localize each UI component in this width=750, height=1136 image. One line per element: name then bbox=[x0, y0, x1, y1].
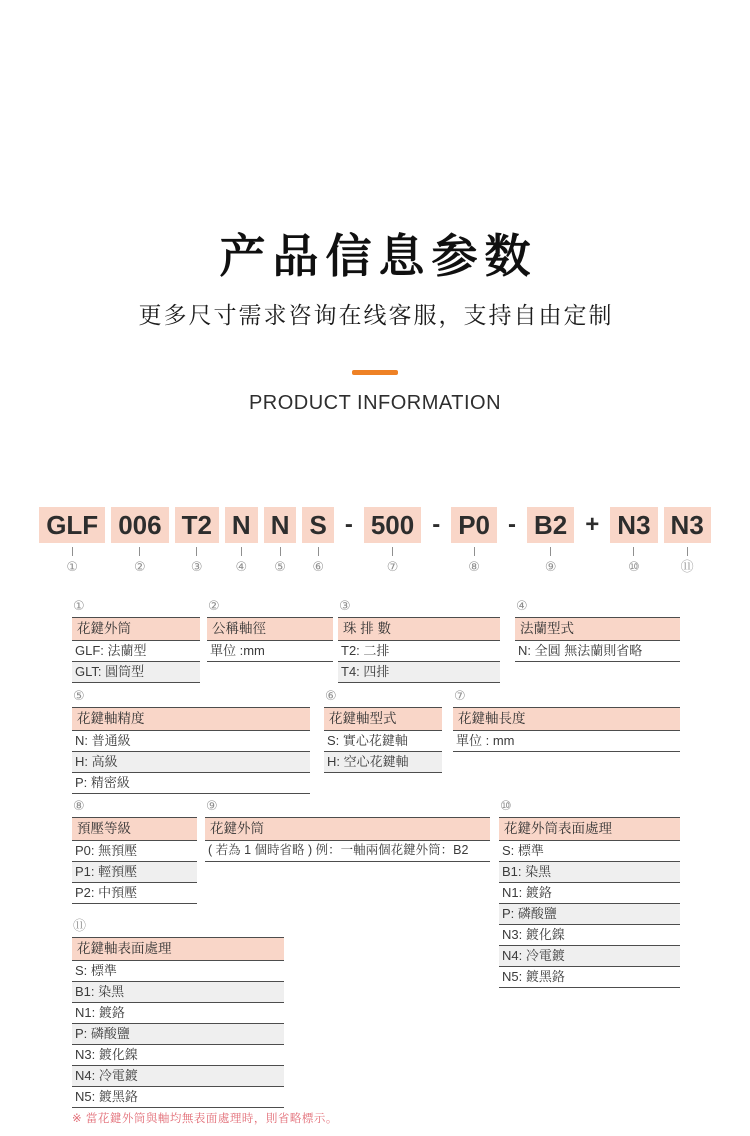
circled-number: ② bbox=[134, 559, 146, 574]
part-code-separator: - bbox=[344, 511, 353, 538]
circled-number: ⑩ bbox=[500, 798, 512, 813]
part-code-box: N3 bbox=[610, 507, 657, 543]
tick-mark bbox=[318, 547, 319, 556]
circled-number: ⑩ bbox=[628, 559, 640, 574]
spec-table bbox=[515, 598, 680, 662]
table-row: 單位 :mm bbox=[207, 641, 333, 662]
part-code-box: N bbox=[264, 507, 297, 543]
spec-table bbox=[338, 598, 500, 683]
table-row: P0: 無預壓 bbox=[72, 841, 197, 862]
tick-mark bbox=[392, 547, 393, 556]
spec-table bbox=[207, 598, 333, 662]
spec-table bbox=[72, 918, 284, 1108]
tick-mark bbox=[633, 547, 634, 556]
part-code-separator: + bbox=[585, 511, 600, 538]
part-code-segment bbox=[111, 507, 168, 574]
part-code-box: S bbox=[302, 507, 333, 543]
tick-mark bbox=[241, 547, 242, 556]
table-row: N5: 鍍黑鉻 bbox=[499, 967, 680, 988]
circled-number: ⑨ bbox=[206, 798, 218, 813]
table-header: 花鍵外筒 bbox=[72, 617, 200, 641]
circled-number: ⑤ bbox=[274, 559, 286, 574]
part-code-segment bbox=[364, 507, 421, 574]
table-header: 公稱軸徑 bbox=[207, 617, 333, 641]
part-code-box: B2 bbox=[527, 507, 574, 543]
part-code-segment bbox=[664, 507, 711, 574]
circled-number: ⑤ bbox=[73, 688, 85, 703]
table-header: 法蘭型式 bbox=[515, 617, 680, 641]
circled-number: ⑦ bbox=[454, 688, 466, 703]
part-code-box: GLF bbox=[39, 507, 105, 543]
part-code-segment bbox=[264, 507, 297, 574]
spec-table bbox=[72, 688, 310, 794]
table-row: 單位 : mm bbox=[453, 731, 680, 752]
circled-number: ⑧ bbox=[468, 559, 480, 574]
table-row: T4: 四排 bbox=[338, 662, 500, 683]
table-row: N: 全圓 無法蘭則省略 bbox=[515, 641, 680, 662]
part-code-box: P0 bbox=[451, 507, 497, 543]
table-row: N1: 鍍鉻 bbox=[499, 883, 680, 904]
tick-mark bbox=[72, 547, 73, 556]
spec-table bbox=[499, 798, 680, 988]
part-code-segment bbox=[527, 507, 574, 574]
table-row: N4: 冷電鍍 bbox=[72, 1066, 284, 1087]
table-row: S: 標準 bbox=[72, 961, 284, 982]
part-code-box: 500 bbox=[364, 507, 421, 543]
table-row: N4: 冷電鍍 bbox=[499, 946, 680, 967]
tick-mark bbox=[550, 547, 551, 556]
circled-number: ④ bbox=[235, 559, 248, 574]
tick-mark bbox=[474, 547, 475, 556]
circled-number: ⑪ bbox=[680, 559, 694, 574]
table-row: S: 實心花鍵軸 bbox=[324, 731, 442, 752]
table-row: N: 普通級 bbox=[72, 731, 310, 752]
circled-number: ② bbox=[208, 598, 220, 613]
tick-mark bbox=[687, 547, 688, 556]
circled-number: ⑥ bbox=[325, 688, 337, 703]
table-header: 花鍵軸型式 bbox=[324, 707, 442, 731]
spec-table bbox=[324, 688, 442, 773]
table-row: N3: 鍍化鎳 bbox=[72, 1045, 284, 1066]
tick-mark bbox=[280, 547, 281, 556]
part-code-box: T2 bbox=[175, 507, 219, 543]
circled-number: ⑨ bbox=[544, 559, 557, 574]
circled-number: ⑧ bbox=[73, 798, 85, 813]
part-code-segment bbox=[302, 507, 333, 574]
part-code-segment bbox=[175, 507, 219, 574]
circled-number: ⑪ bbox=[73, 918, 87, 933]
table-row: P: 磷酸鹽 bbox=[499, 904, 680, 925]
tick-mark bbox=[196, 547, 197, 556]
table-row: H: 高級 bbox=[72, 752, 310, 773]
divider-dash bbox=[352, 370, 398, 375]
part-code-segment bbox=[610, 507, 657, 574]
table-row: T2: 二排 bbox=[338, 641, 500, 662]
part-code-segment bbox=[225, 507, 258, 574]
table-row: S: 標準 bbox=[499, 841, 680, 862]
part-code-segment bbox=[39, 507, 105, 574]
table-row: ( 若為 1 個時省略 ) 例：一軸兩個花鍵外筒：B2 bbox=[205, 841, 490, 862]
circled-number: ③ bbox=[339, 598, 351, 613]
part-code-box: 006 bbox=[111, 507, 168, 543]
table-row: P1: 輕預壓 bbox=[72, 862, 197, 883]
table-row: H: 空心花鍵軸 bbox=[324, 752, 442, 773]
table-header: 珠 排 數 bbox=[338, 617, 500, 641]
table-header: 花鍵軸表面處理 bbox=[72, 937, 284, 961]
part-code-box: N bbox=[225, 507, 258, 543]
table-header: 花鍵外筒 bbox=[205, 817, 490, 841]
table-header: 花鍵軸長度 bbox=[453, 707, 680, 731]
circled-number: ⑦ bbox=[386, 559, 399, 574]
circled-number: ③ bbox=[190, 559, 203, 574]
table-row: GLT: 圓筒型 bbox=[72, 662, 200, 683]
page-title: 产品信息参数 bbox=[219, 230, 538, 282]
circled-number: ① bbox=[73, 598, 85, 613]
table-row: P: 磷酸鹽 bbox=[72, 1024, 284, 1045]
table-row: B1: 染黑 bbox=[72, 982, 284, 1003]
table-header: 花鍵外筒表面處理 bbox=[499, 817, 680, 841]
table-row: P2: 中預壓 bbox=[72, 883, 197, 904]
table-header: 預壓等級 bbox=[72, 817, 197, 841]
english-section-label: PRODUCT INFORMATION bbox=[248, 392, 502, 414]
footnote: ※ 當花鍵外筒與軸均無表面處理時，則省略標示。 bbox=[72, 1113, 338, 1125]
table-row: N1: 鍍鉻 bbox=[72, 1003, 284, 1024]
part-code-row bbox=[0, 507, 750, 574]
part-code-separator: - bbox=[432, 511, 441, 538]
table-header: 花鍵軸精度 bbox=[72, 707, 310, 731]
page-subtitle: 更多尺寸需求咨询在线客服，支持自由定制 bbox=[138, 302, 614, 328]
spec-table bbox=[453, 688, 680, 752]
tick-mark bbox=[139, 547, 140, 556]
part-code-separator: - bbox=[508, 511, 517, 538]
part-code-segment bbox=[451, 507, 497, 574]
table-row: P: 精密級 bbox=[72, 773, 310, 794]
circled-number: ① bbox=[66, 559, 79, 574]
table-row: N5: 鍍黑鉻 bbox=[72, 1087, 284, 1108]
table-row: GLF: 法蘭型 bbox=[72, 641, 200, 662]
table-row: N3: 鍍化鎳 bbox=[499, 925, 680, 946]
spec-table bbox=[72, 798, 197, 904]
spec-table bbox=[72, 598, 200, 683]
circled-number: ⑥ bbox=[312, 559, 324, 574]
spec-table bbox=[205, 798, 490, 862]
part-code-box: N3 bbox=[664, 507, 711, 543]
circled-number: ④ bbox=[516, 598, 528, 613]
table-row: B1: 染黑 bbox=[499, 862, 680, 883]
